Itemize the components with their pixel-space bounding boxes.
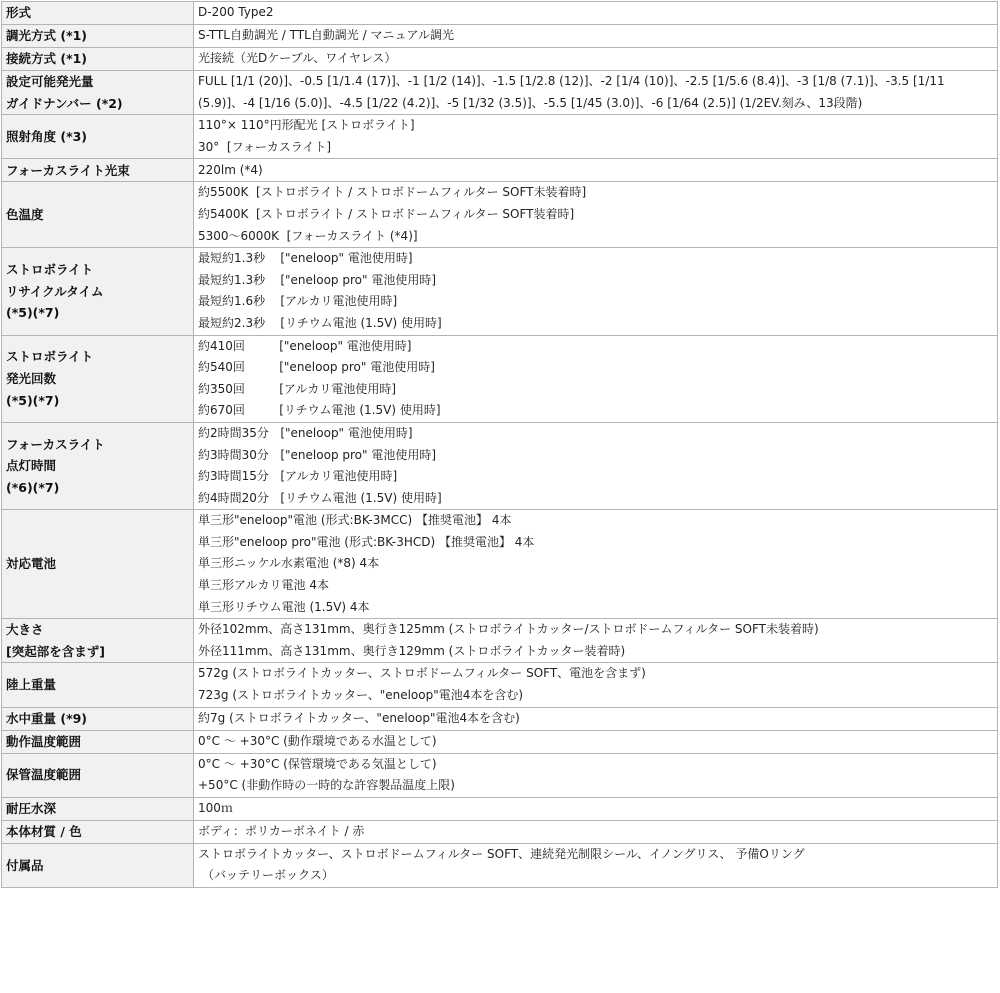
spec-label: (*5)(*7) xyxy=(6,392,60,408)
spec-value-line: 単三形アルカリ電池 4本 xyxy=(198,578,329,593)
spec-row xyxy=(2,707,998,730)
spec-row xyxy=(2,619,998,663)
spec-row xyxy=(2,820,998,843)
spec-label: 本体材質 / 色 xyxy=(6,824,82,840)
spec-label-cell xyxy=(2,797,194,820)
spec-value-cell xyxy=(194,159,998,182)
spec-row xyxy=(2,663,998,707)
spec-row xyxy=(2,2,998,25)
spec-row xyxy=(2,25,998,48)
spec-value-cell xyxy=(194,707,998,730)
spec-value-cell xyxy=(194,797,998,820)
spec-value-line: +50°C (非動作時の一時的な許容製品温度上限) xyxy=(198,778,455,793)
spec-label-cell xyxy=(2,422,194,509)
spec-row xyxy=(2,71,998,115)
spec-value-line: 約410回 ["eneloop" 電池使用時] xyxy=(198,338,412,353)
spec-value-cell xyxy=(194,2,998,25)
spec-value-line: D-200 Type2 xyxy=(198,5,274,20)
spec-label-cell xyxy=(2,820,194,843)
spec-label: フォーカスライト xyxy=(6,436,105,452)
spec-row xyxy=(2,843,998,887)
spec-label: 陸上重量 xyxy=(6,677,57,693)
spec-value-line: ストロボライトカッター、ストロボドームフィルター SOFT、連続発光制限シール、イノングリス、 予備Oリング xyxy=(198,846,805,861)
spec-row xyxy=(2,115,998,159)
spec-row xyxy=(2,422,998,509)
spec-label: 調光方式 (*1) xyxy=(6,28,88,44)
spec-value-cell xyxy=(194,510,998,619)
spec-label: 耐圧水深 xyxy=(6,801,57,817)
spec-value-line: 外径111mm、高さ131mm、奥行き129mm (ストロボライトカッター装着時) xyxy=(198,643,626,658)
spec-label-cell xyxy=(2,510,194,619)
spec-row xyxy=(2,730,998,753)
spec-value-line: 約7g (ストロボライトカッター、"eneloop"電池4本を含む) xyxy=(198,710,520,725)
spec-value-line: 220lm (*4) xyxy=(198,162,263,177)
spec-label-cell xyxy=(2,248,194,335)
spec-label: 接続方式 (*1) xyxy=(6,51,88,67)
spec-value-line: 約3時間15分 [アルカリ電池使用時] xyxy=(198,469,398,484)
spec-row xyxy=(2,159,998,182)
spec-value-line: 約350回 [アルカリ電池使用時] xyxy=(198,381,397,396)
spec-label: 大きさ xyxy=(6,622,44,638)
spec-row xyxy=(2,510,998,619)
spec-value-cell xyxy=(194,619,998,663)
spec-label: 照射角度 (*3) xyxy=(6,128,88,144)
spec-row xyxy=(2,48,998,71)
spec-value-line: 0°C ～ +30°C (保管環境である気温として) xyxy=(198,756,437,771)
spec-label: 動作温度範囲 xyxy=(6,733,82,749)
spec-value-cell xyxy=(194,48,998,71)
spec-value-cell xyxy=(194,71,998,115)
spec-row xyxy=(2,753,998,797)
spec-label: 水中重量 (*9) xyxy=(6,710,88,726)
spec-value-line: 約5500K [ストロボライト / ストロボドームフィルター SOFT未装着時] xyxy=(198,185,587,200)
spec-value-line: 単三形リチウム電池 (1.5V) 4本 xyxy=(198,599,370,614)
spec-label: 保管温度範囲 xyxy=(6,767,82,783)
spec-value-cell xyxy=(194,335,998,422)
spec-label: 設定可能発光量 xyxy=(6,74,94,89)
spec-value-line: 約5400K [ストロボライト / ストロボドームフィルター SOFT装着時] xyxy=(198,206,575,221)
spec-label-cell xyxy=(2,843,194,887)
spec-value-line: 最短約1.3秒 ["eneloop pro" 電池使用時] xyxy=(198,272,437,287)
spec-value-line: S-TTL自動調光 / TTL自動調光 / マニュアル調光 xyxy=(198,28,454,43)
spec-value-line: 100ｍ xyxy=(198,801,233,816)
spec-label-cell xyxy=(2,71,194,115)
spec-table-body xyxy=(2,2,998,888)
spec-label-cell xyxy=(2,182,194,248)
spec-value-line: 外径102mm、高さ131mm、奥行き125mm (ストロボライトカッター/ストロボドームフィルター SOFT未装着時) xyxy=(198,622,819,637)
spec-label-cell xyxy=(2,753,194,797)
spec-value-line: 最短約1.3秒 ["eneloop" 電池使用時] xyxy=(198,251,413,266)
spec-value-cell xyxy=(194,753,998,797)
spec-label: フォーカスライト光束 xyxy=(6,162,130,178)
spec-label-cell xyxy=(2,619,194,663)
spec-label: 点灯時間 xyxy=(6,458,57,474)
spec-label: (*6)(*7) xyxy=(6,479,60,495)
spec-value-line: 光接続（光Dケーブル、ワイヤレス） xyxy=(198,51,397,66)
spec-value-line: （バッテリーボックス） xyxy=(202,868,334,883)
spec-value-cell xyxy=(194,820,998,843)
spec-value-line: FULL [1/1 (20)]、-0.5 [1/1.4 (17)]、-1 [1/2 (14)]、-1.5 [1/2.8 (12)]、-2 [1/4 (10)]、-2.5 [1/5.6 (8.4)]、-3 [1/8 (7.1)]、-3.5 [1/11 (5.9)]、-4 [1/16 (5.0)]、-4.5 [1/22 (4.2)]、-5 [1/32 (3.5)]、-5.5 [1/45 (3.0)]、-6 [1/64 (2.5)] (1/2EV.刻み、13段階) xyxy=(198,74,945,110)
spec-value-cell xyxy=(194,248,998,335)
spec-value-line: 約540回 ["eneloop pro" 電池使用時] xyxy=(198,360,435,375)
spec-label-cell xyxy=(2,115,194,159)
spec-label: 発光回数 xyxy=(6,370,57,386)
spec-value-cell xyxy=(194,843,998,887)
spec-row xyxy=(2,248,998,335)
spec-label-cell xyxy=(2,730,194,753)
spec-label-cell xyxy=(2,48,194,71)
spec-label: (*5)(*7) xyxy=(6,305,60,321)
spec-label: ガイドナンバー (*2) xyxy=(6,95,123,111)
spec-label: ストロボライト xyxy=(6,349,94,365)
spec-value-cell xyxy=(194,115,998,159)
spec-row xyxy=(2,335,998,422)
spec-value-cell xyxy=(194,663,998,707)
spec-value-line: 0°C ～ +30°C (動作環境である水温として) xyxy=(198,733,437,748)
spec-value-line: ボディ：ポリカーボネイト / 赤 xyxy=(198,824,365,839)
spec-value-line: 30° [フォーカスライト] xyxy=(198,139,332,154)
spec-value-line: 5300～6000K [フォーカスライト (*4)] xyxy=(198,228,418,243)
spec-row xyxy=(2,182,998,248)
spec-value-line: 約670回 [リチウム電池 (1.5V) 使用時] xyxy=(198,403,441,418)
spec-value-line: 単三形ニッケル水素電池 (*8) 4本 xyxy=(198,556,380,571)
spec-label-cell xyxy=(2,335,194,422)
spec-value-line: 最短約2.3秒 [リチウム電池 (1.5V) 使用時] xyxy=(198,315,442,330)
spec-label: 付属品 xyxy=(6,857,44,873)
spec-label-cell xyxy=(2,663,194,707)
spec-label: ストロボライト xyxy=(6,261,94,277)
spec-value-line: 572g (ストロボライトカッター、ストロボドームフィルター SOFT、電池を含まず) xyxy=(198,666,646,681)
spec-label: 対応電池 xyxy=(6,556,57,572)
spec-value-line: 最短約1.6秒 [アルカリ電池使用時] xyxy=(198,294,398,309)
spec-value-line: 単三形"eneloop pro"電池 (形式:BK-3HCD) 【推奨電池】 4本 xyxy=(198,534,535,549)
spec-value-line: 723g (ストロボライトカッター、"eneloop"電池4本を含む) xyxy=(198,688,524,703)
spec-value-line: 約4時間20分 [リチウム電池 (1.5V) 使用時] xyxy=(198,490,442,505)
spec-table xyxy=(1,1,998,888)
spec-label: 色温度 xyxy=(6,206,44,222)
spec-value-cell xyxy=(194,730,998,753)
spec-value-line: 約2時間35分 ["eneloop" 電池使用時] xyxy=(198,425,413,440)
spec-label: 形式 xyxy=(6,5,32,21)
spec-value-cell xyxy=(194,25,998,48)
spec-row xyxy=(2,797,998,820)
spec-label-cell xyxy=(2,25,194,48)
spec-label-cell xyxy=(2,2,194,25)
spec-label-cell xyxy=(2,707,194,730)
spec-label: リサイクルタイム xyxy=(6,283,104,299)
spec-value-cell xyxy=(194,422,998,509)
spec-value-line: 110°× 110°円形配光 [ストロボライト] xyxy=(198,118,415,133)
spec-value-line: 約3時間30分 ["eneloop pro" 電池使用時] xyxy=(198,447,437,462)
spec-label: [突起部を含まず] xyxy=(6,643,105,659)
spec-value-cell xyxy=(194,182,998,248)
spec-label-cell xyxy=(2,159,194,182)
spec-value-line: 単三形"eneloop"電池 (形式:BK-3MCC) 【推奨電池】 4本 xyxy=(198,513,512,528)
